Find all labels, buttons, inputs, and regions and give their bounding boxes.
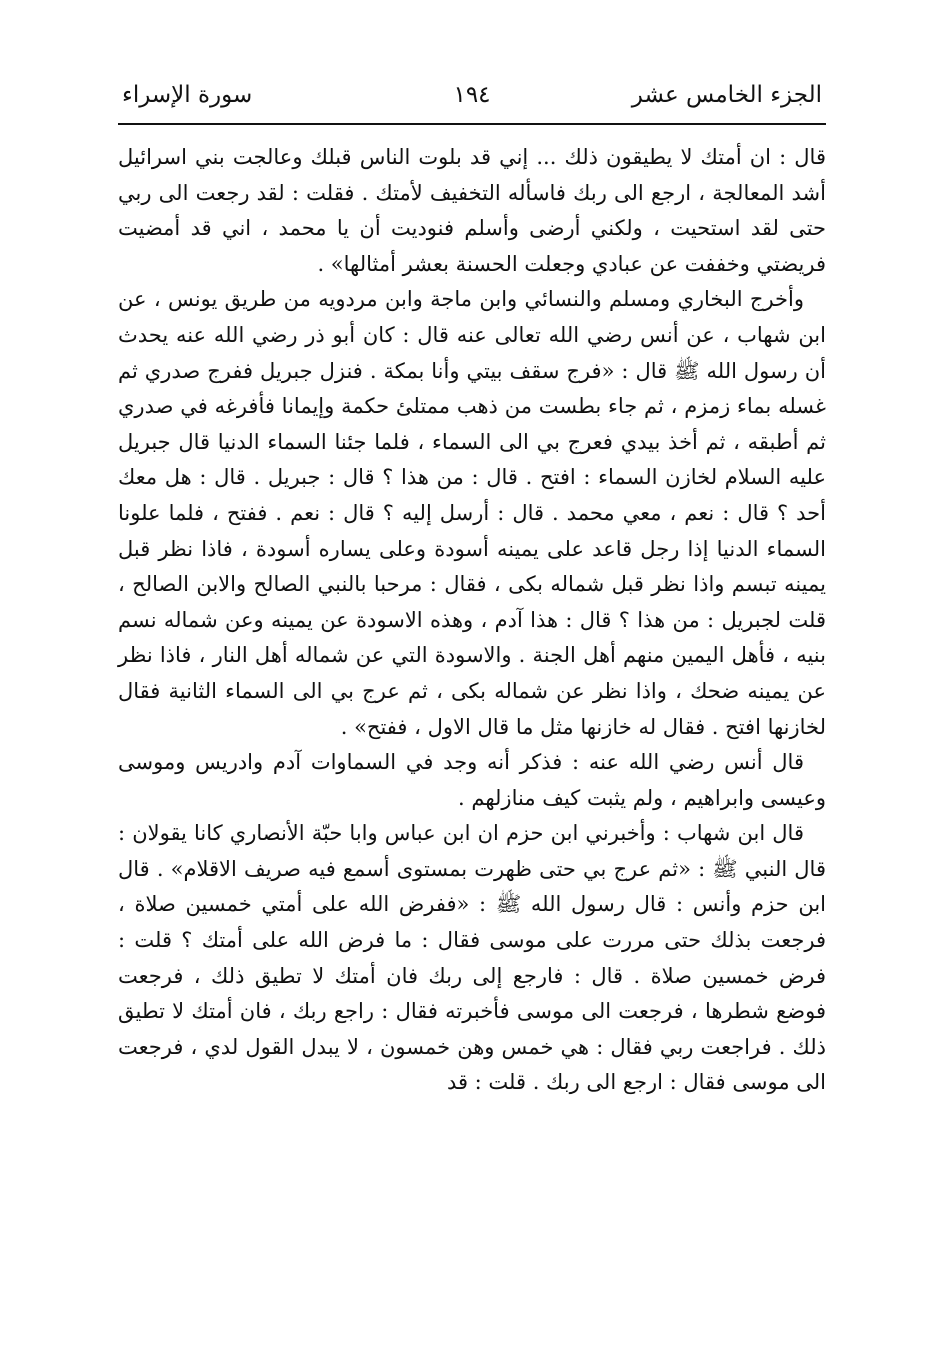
page-number: ١٩٤ (453, 82, 491, 108)
part-title: الجزء الخامس عشر (631, 82, 822, 108)
page-body (118, 140, 826, 1101)
paragraph-3: قال أنس رضي الله عنه : فذكر أنه وجد في السماوات آدم وادريس وموسى وعيسى وابراهيم ، ولم يثبت كيف منازلهم . (118, 750, 826, 810)
page-header (118, 72, 826, 116)
paragraph-1: قال : ان أمتك لا يطيقون ذلك ... إني قد بلوت الناس قبلك وعالجت بني اسرائيل أشد المعالجة ، ارجع الى ربك فاسأله التخفيف لأمتك . فقلت : لقد رجعت الى ربي حتى لقد استحيت ، ولكني أرضى وأسلم فنوديت أن يا محمد ، اني قد أمضيت فريضتي وخففت عن عبادي وجعلت الحسنة بعشر أمثالها» . (118, 145, 826, 276)
paragraph-4: قال ابن شهاب : وأخبرني ابن حزم ان ابن عباس وابا حبّة الأنصاري كانا يقولان : قال النبي ﷺ : «ثم عرج بي حتى ظهرت بمستوى أسمع فيه صريف الاقلام» . قال ابن حزم وأنس : قال رسول الله ﷺ : «ففرض الله على أمتي خمسين صلاة ، فرجعت بذلك حتى مررت على موسى فقال : ما فرض الله على أمتك ؟ قلت : فرض خمسين صلاة . قال : فارجع إلى ربك فان أمتك لا تطيق ذلك ، فرجعت فوضع شطرها ، فرجعت الى موسى فأخبرته فقال : راجع ربك ، فان أمتك لا تطيق ذلك . فراجعت ربي فقال : هي خمس وهن خمسون ، لا يبدل القول لدي ، فرجعت الى موسى فقال : ارجع الى ربك . قلت : قد (118, 821, 826, 1095)
header-divider (118, 123, 826, 125)
paragraph-2: وأخرج البخاري ومسلم والنسائي وابن ماجة وابن مردويه من طريق يونس ، عن ابن شهاب ، عن أنس رضي الله تعالى عنه قال : كان أبو ذر رضي الله عنه يحدث أن رسول الله ﷺ قال : «فرج سقف بيتي وأنا بمكة . فنزل جبريل ففرج صدري ثم غسله بماء زمزم ، ثم جاء بطست من ذهب ممتلئ حكمة وإيمانا فأفرغه في صدري ثم أطبقه ، ثم أخذ بيدي فعرج بي الى السماء ، فلما جئنا السماء الدنيا قال جبريل عليه السلام لخازن السماء : افتح . قال : من هذا ؟ قال : جبريل . قال : هل معك أحد ؟ قال : نعم ، معي محمد . قال : أرسل إليه ؟ قال : نعم . ففتح ، فلما علونا السماء الدنيا إذا رجل قاعد على يمينه أسودة وعلى يساره أسودة ، فاذا نظر قبل يمينه تبسم واذا نظر قبل شماله بكى ، فقال : مرحبا بالنبي الصالح والابن الصالح ، قلت لجبريل : من هذا ؟ قال : هذا آدم ، وهذه الاسودة عن يمينه وعن شماله نسم بنيه ، فأهل اليمين منهم أهل الجنة . والاسودة التي عن شماله أهل النار ، فاذا نظر عن يمينه ضحك ، واذا نظر عن شماله بكى ، ثم عرج بي الى السماء الثانية فقال لخازنها افتح . فقال له خازنها مثل ما قال الاول ، ففتح» . (118, 287, 826, 739)
surah-title: سورة الإسراء (122, 82, 253, 108)
book-page (118, 0, 826, 1362)
